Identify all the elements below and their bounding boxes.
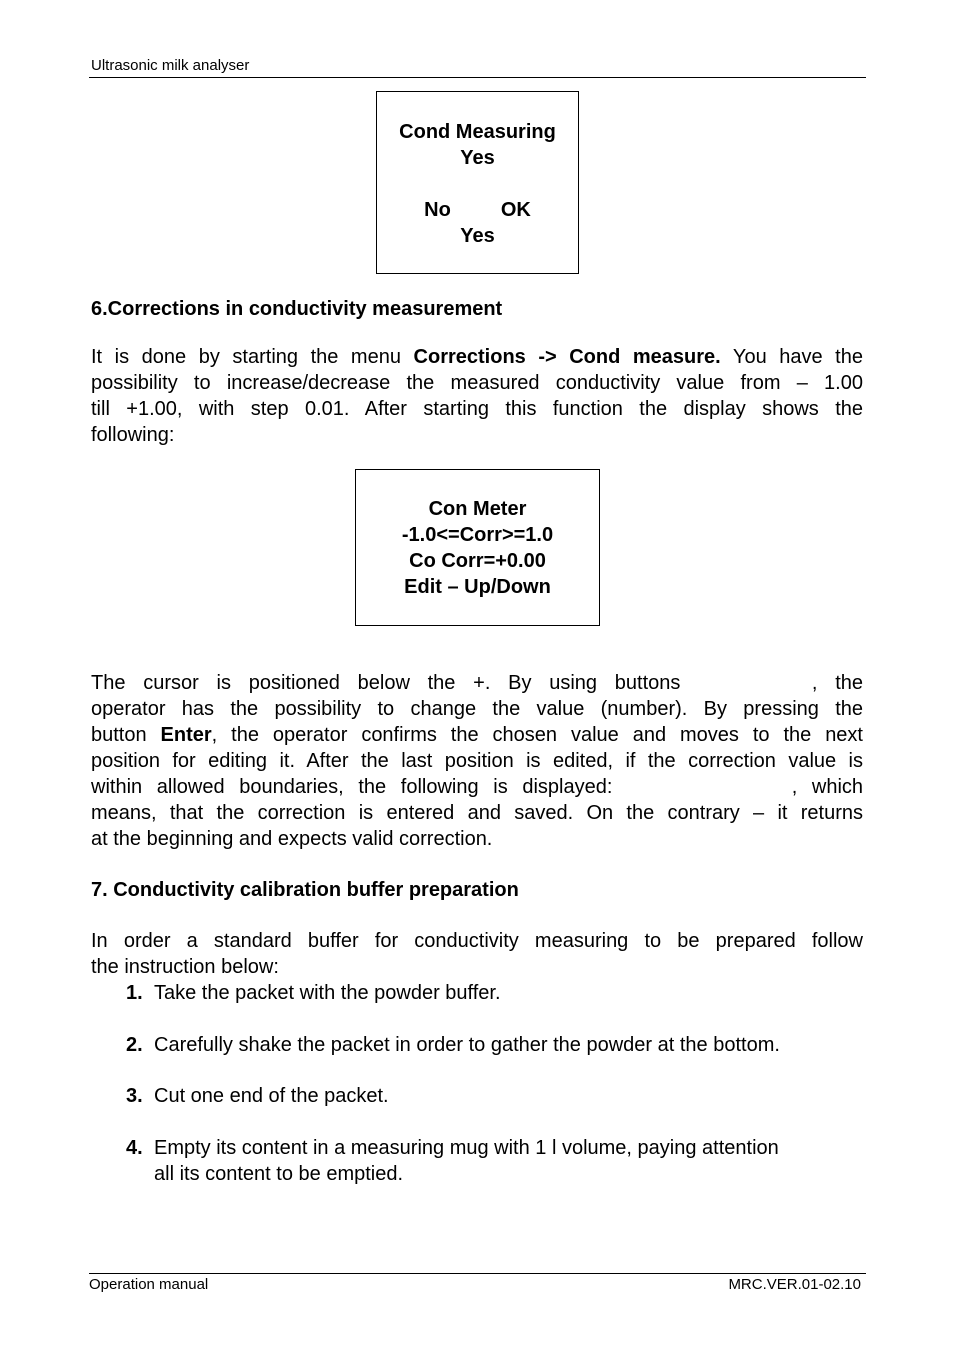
- section7-intro-line2: the instruction below:: [91, 956, 279, 978]
- section7-heading: 7. Conductivity calibration buffer preparation: [91, 879, 519, 901]
- cursor-p-line1: The cursor is positioned below the +. By using buttons , the: [91, 672, 864, 694]
- list-item-text: Cut one end of the packet.: [154, 1085, 389, 1107]
- list-item-text: Empty its content in a measuring mug with 1 l volume, paying attention: [154, 1137, 779, 1159]
- cursor-paragraph: [91, 670, 863, 852]
- section6-p1-line2: possibility to increase/decrease the measured conductivity value from – 1.00: [91, 372, 863, 394]
- cursor-p-line6: means, that the correction is entered and saved. On the contrary – it returns: [91, 802, 863, 824]
- list-item-text: Carefully shake the packet in order to gather the powder at the bottom.: [154, 1034, 780, 1056]
- display2-line1: Con Meter: [428, 498, 527, 520]
- list-item-number: 1.: [126, 982, 143, 1004]
- list-item-number: 4.: [126, 1137, 143, 1159]
- display1-line3: [377, 197, 578, 223]
- cursor-p-line2: operator has the possibility to change the value (number). By pressing the: [91, 698, 863, 720]
- cursor-p-line7: at the beginning and expects valid correction.: [91, 828, 493, 850]
- display1-ok-label: OK: [500, 199, 531, 221]
- list-item-text-continued: all its content to be emptied.: [154, 1163, 404, 1185]
- list-item-number: 3.: [126, 1085, 143, 1107]
- section7-intro-line1: In order a standard buffer for conductivity measuring to be prepared follow: [91, 930, 863, 952]
- display-box-con-meter: [355, 469, 600, 626]
- display1-line2: Yes: [460, 147, 495, 169]
- display1-no-label: No: [424, 199, 451, 221]
- page-header-title: Ultrasonic milk analyser: [91, 57, 250, 74]
- section6-p1-line1: It is done by starting the menu Corrections -> Cond measure. You have the: [91, 346, 863, 368]
- display2-line3: Co Corr=+0.00: [409, 550, 546, 572]
- footer-rule: [89, 1273, 866, 1274]
- footer-left-text: Operation manual: [89, 1276, 209, 1293]
- section6-p1-line4: following:: [91, 424, 175, 446]
- section6-heading: 6.Corrections in conductivity measurement: [91, 298, 503, 320]
- display1-line1: Cond Measuring: [399, 121, 556, 143]
- section6-p1-line3: till +1.00, with step 0.01. After starting this function the display shows the: [91, 398, 863, 420]
- header-rule: [89, 77, 866, 78]
- display2-line4: Edit – Up/Down: [404, 576, 551, 598]
- cursor-p-line4: position for editing it. After the last position is edited, if the correction value is: [91, 750, 863, 772]
- enter-button-name: Enter: [160, 724, 212, 746]
- list-item-number: 2.: [126, 1034, 143, 1056]
- menu-path: Corrections -> Cond measure.: [413, 346, 721, 368]
- display-box-cond-measuring: [376, 91, 579, 274]
- footer-version: MRC.VER.01-02.10: [728, 1276, 861, 1293]
- section7-intro: [91, 928, 863, 980]
- cursor-p-line3: button Enter, the operator confirms the chosen value and moves to the next: [91, 724, 863, 746]
- display1-line4: Yes: [460, 225, 495, 247]
- cursor-p-line5: within allowed boundaries, the following is displayed: , which: [91, 776, 864, 798]
- section6-paragraph: [91, 344, 863, 448]
- list-item-text: Take the packet with the powder buffer.: [154, 982, 501, 1004]
- display2-line2: -1.0<=Corr>=1.0: [401, 524, 554, 546]
